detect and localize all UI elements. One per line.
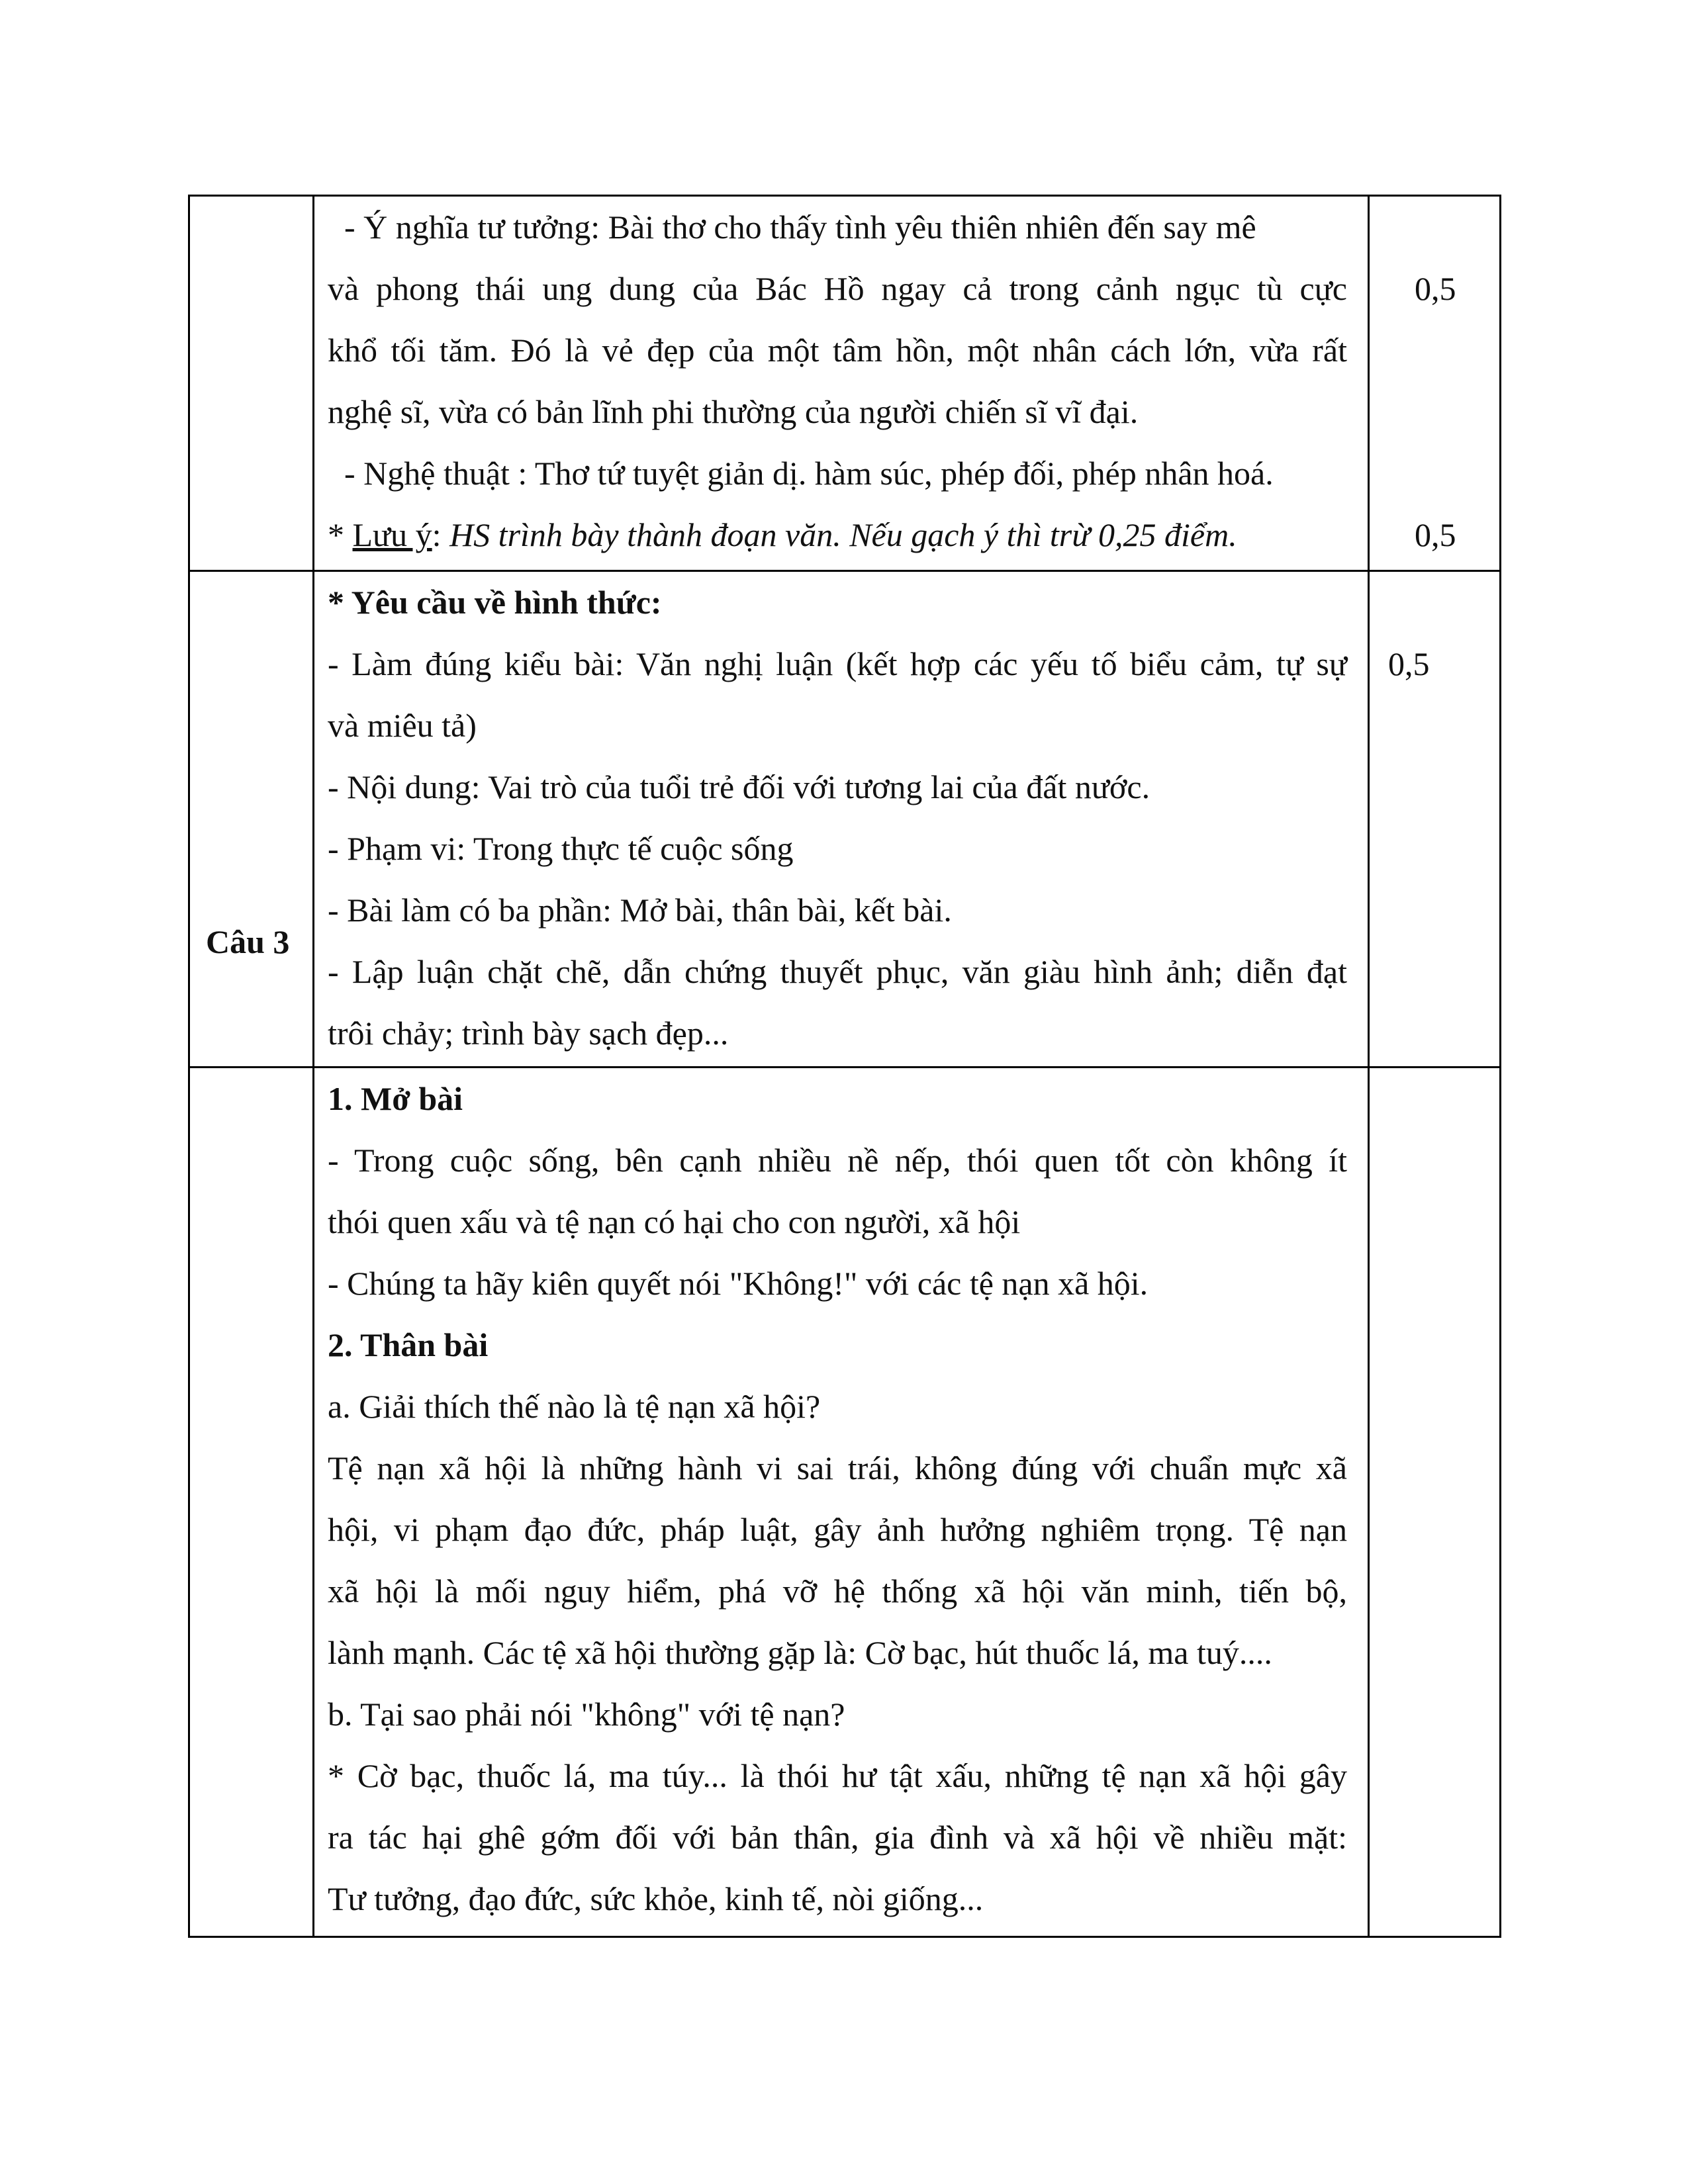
row2-line-7: trôi chảy; trình bày sạch đẹp...	[328, 1015, 729, 1052]
row1-score-a: 0,5	[1415, 270, 1456, 307]
row1-line-5: - Nghệ thuật : Thơ tứ tuyệt giản dị. hàm súc, phép đối, phép nhân hoá.	[328, 455, 1274, 492]
row1-line-2: và phong thái ung dung của Bác Hồ ngay cả trong cảnh ngục tù cực	[328, 270, 1347, 307]
row2-line-3: - Nội dung: Vai trò của tuổi trẻ đối với tương lai của đất nước.	[328, 768, 1150, 805]
row3-p2-line-5: lành mạnh. Các tệ xã hội thường gặp là: Cờ bạc, hút thuốc lá, ma tuý....	[328, 1634, 1272, 1671]
row2-content	[328, 572, 1347, 1064]
row2-line-4: - Phạm vi: Trong thực tế cuộc sống	[328, 830, 794, 867]
question-label: Câu 3	[206, 923, 290, 960]
row3-p1-line-1: - Trong cuộc sống, bên cạnh nhiều nề nếp, thói quen tốt còn không ít	[328, 1142, 1347, 1179]
row3-p1-line-2: thói quen xấu và tệ nạn có hại cho con người, xã hội	[328, 1203, 1021, 1240]
row1-line-1: - Ý nghĩa tư tưởng: Bài thơ cho thấy tình yêu thiên nhiên đến say mê	[328, 208, 1256, 246]
row1-note	[328, 504, 1347, 566]
row3-content	[328, 1068, 1347, 1930]
section-heading-intro: 1. Mở bài	[328, 1080, 463, 1117]
row2-line-2: và miêu tả)	[328, 707, 477, 744]
row2-line-1: - Làm đúng kiểu bài: Văn nghị luận (kết hợp các yếu tố biểu cảm, tự sự	[328, 645, 1347, 682]
row1-line-4: nghệ sĩ, vừa có bản lĩnh phi thường của người chiến sĩ vĩ đại.	[328, 393, 1139, 430]
grading-table	[188, 195, 1501, 1938]
row3-p2-line-1: a. Giải thích thế nào là tệ nạn xã hội?	[328, 1388, 821, 1425]
note-text: HS trình bày thành đoạn văn. Nếu gạch ý thì trừ 0,25 điểm.	[449, 516, 1237, 553]
row2-score: 0,5	[1388, 645, 1430, 682]
row3-p2-line-2: Tệ nạn xã hội là những hành vi sai trái, không đúng với chuẩn mực xã	[328, 1449, 1347, 1486]
row1-score-b: 0,5	[1415, 516, 1456, 553]
row3-p1-line-3: - Chúng ta hãy kiên quyết nói "Không!" với các tệ nạn xã hội.	[328, 1265, 1149, 1302]
note-prefix: *	[328, 516, 353, 553]
row2-heading: * Yêu cầu về hình thức:	[328, 584, 662, 621]
row3-p2-line-3: hội, vi phạm đạo đức, pháp luật, gây ảnh hưởng nghiêm trọng. Tệ nạn	[328, 1511, 1347, 1548]
row3-p2-line-8: ra tác hại ghê gớm đối với bản thân, gia đình và xã hội về nhiều mặt:	[328, 1819, 1347, 1856]
row2-line-5: - Bài làm có ba phần: Mở bài, thân bài, kết bài.	[328, 891, 952, 929]
row2-line-6: - Lập luận chặt chẽ, dẫn chứng thuyết phục, văn giàu hình ảnh; diễn đạt	[328, 953, 1347, 990]
row1-content	[328, 197, 1347, 566]
section-heading-body: 2. Thân bài	[328, 1326, 489, 1363]
row1-line-3: khổ tối tăm. Đó là vẻ đẹp của một tâm hồn, một nhân cách lớn, vừa rất	[328, 332, 1347, 369]
row3-p2-line-4: xã hội là mối nguy hiểm, phá vỡ hệ thống xã hội văn minh, tiến bộ,	[328, 1572, 1347, 1610]
row3-p2-line-6: b. Tại sao phải nói "không" với tệ nạn?	[328, 1696, 845, 1733]
row3-p2-line-9: Tư tưởng, đạo đức, sức khỏe, kinh tế, nòi giống...	[328, 1880, 984, 1917]
note-label: Lưu ý	[352, 516, 432, 553]
row3-p2-line-7: * Cờ bạc, thuốc lá, ma túy... là thói hư tật xấu, những tệ nạn xã hội gây	[328, 1757, 1347, 1794]
note-colon: :	[432, 516, 450, 553]
